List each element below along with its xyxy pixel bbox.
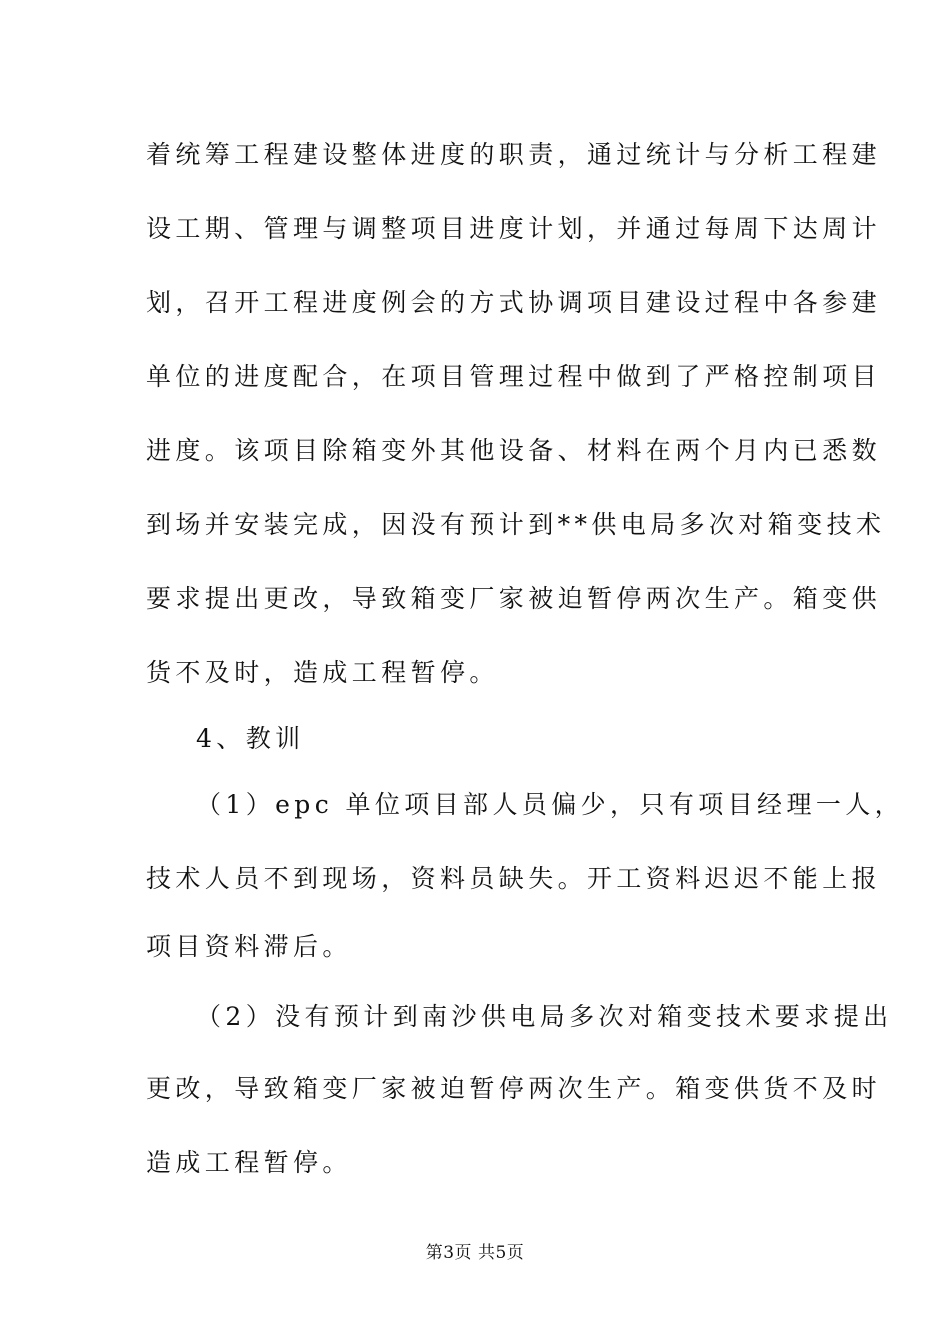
paragraph-line: 造成工程暂停。 bbox=[146, 1148, 352, 1177]
list-item-line: （1）epc 单位项目部人员偏少，只有项目经理一人， bbox=[196, 790, 905, 819]
paragraph-line: 项目资料滞后。 bbox=[146, 932, 352, 961]
paragraph-line: 进度。该项目除箱变外其他设备、材料在两个月内已悉数 bbox=[146, 436, 882, 465]
paragraph-line: 着统筹工程建设整体进度的职责，通过统计与分析工程建 bbox=[146, 140, 882, 169]
paragraph-line: 单位的进度配合，在项目管理过程中做到了严格控制项目 bbox=[146, 362, 882, 391]
list-item-line: （2）没有预计到南沙供电局多次对箱变技术要求提出 bbox=[196, 1002, 893, 1031]
paragraph-line: 到场并安装完成，因没有预计到**供电局多次对箱变技术 bbox=[146, 510, 886, 539]
paragraph-line: 更改，导致箱变厂家被迫暂停两次生产。箱变供货不及时 bbox=[146, 1074, 882, 1103]
paragraph-line: 划，召开工程进度例会的方式协调项目建设过程中各参建 bbox=[146, 288, 882, 317]
paragraph-line: 货不及时，造成工程暂停。 bbox=[146, 658, 499, 687]
page-number-footer: 第3页 共5页 bbox=[425, 1243, 525, 1263]
paragraph-line: 设工期、管理与调整项目进度计划，并通过每周下达周计 bbox=[146, 214, 882, 243]
paragraph-line: 要求提出更改，导致箱变厂家被迫暂停两次生产。箱变供 bbox=[146, 584, 882, 613]
paragraph-line: 技术人员不到现场，资料员缺失。开工资料迟迟不能上报 bbox=[146, 864, 882, 893]
section-heading: 4、教训 bbox=[196, 724, 305, 753]
